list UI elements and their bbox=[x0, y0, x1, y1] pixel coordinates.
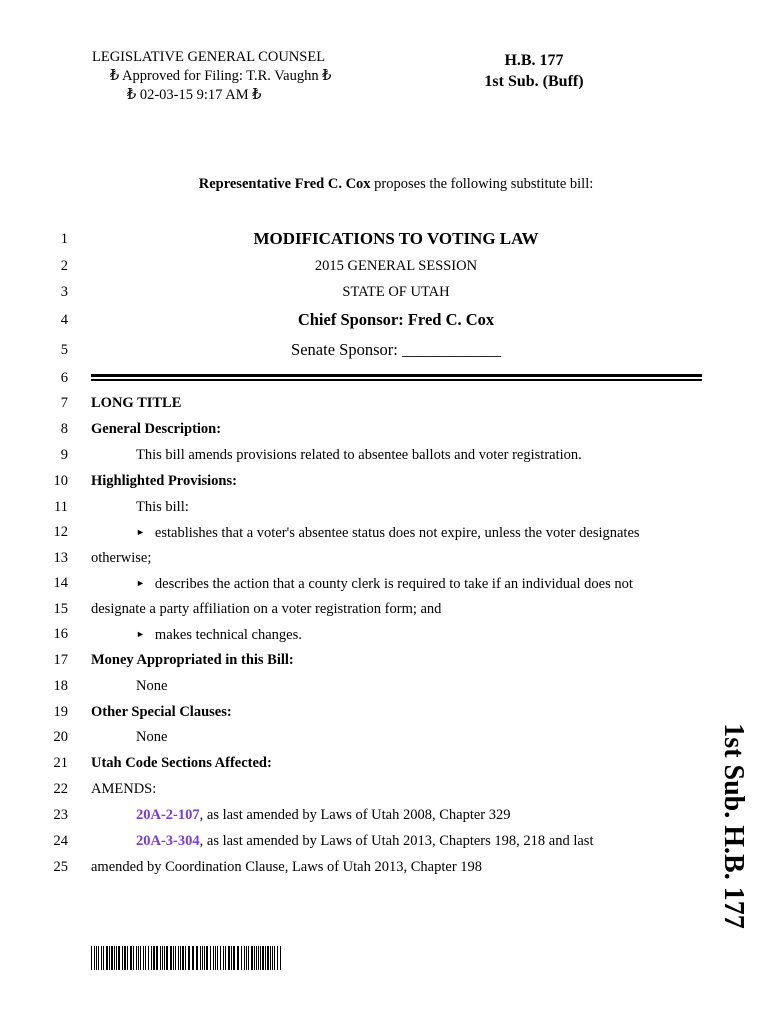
divider-thin bbox=[91, 379, 702, 381]
line-number: 3 bbox=[60, 284, 68, 300]
provision-text: establishes that a voter's absentee status does not expire, unless the voter designates bbox=[154, 525, 640, 541]
line-number: 25 bbox=[53, 859, 68, 875]
bill-line bbox=[0, 229, 770, 249]
bill-line bbox=[0, 779, 770, 799]
side-bill-label: 1st Sub. H.B. 177 bbox=[718, 723, 749, 929]
line-number: 12 bbox=[53, 524, 68, 540]
line-number: 8 bbox=[60, 421, 68, 437]
senate-sponsor: Senate Sponsor: ____________ bbox=[291, 340, 501, 359]
line-number: 24 bbox=[53, 833, 68, 849]
line-number: 20 bbox=[53, 729, 68, 745]
bill-line bbox=[0, 805, 770, 825]
code-section-text: amended by Coordination Clause, Laws of Utah 2013, Chapter 198 bbox=[91, 859, 483, 875]
description-text: This bill amends provisions related to absentee ballots and voter registration. bbox=[136, 447, 582, 463]
clauses-value: None bbox=[136, 729, 168, 745]
proposes-line bbox=[0, 176, 770, 193]
line-number: 14 bbox=[53, 575, 68, 591]
code-section-text: , as last amended by Laws of Utah 2013, Chapters 198, 218 and last bbox=[199, 833, 594, 849]
code-section-link[interactable]: 20A-3-304 bbox=[136, 833, 200, 849]
line-number: 17 bbox=[53, 652, 68, 668]
line-number: 4 bbox=[60, 312, 68, 328]
approval-timestamp: ₺ 02-03-15 9:17 AM ₺ bbox=[127, 87, 262, 103]
session-label: 2015 GENERAL SESSION bbox=[314, 258, 478, 274]
line-number: 7 bbox=[60, 395, 68, 411]
section-heading: Utah Code Sections Affected: bbox=[91, 755, 272, 771]
provision-item bbox=[136, 522, 640, 543]
code-section-text: , as last amended by Laws of Utah 2008, Chapter 329 bbox=[199, 807, 511, 823]
line-number: 19 bbox=[53, 704, 68, 720]
bill-line bbox=[0, 753, 770, 773]
line-number: 5 bbox=[60, 342, 68, 358]
proposing-representative: Representative Fred C. Cox bbox=[198, 176, 371, 192]
bill-line bbox=[0, 310, 770, 330]
bill-line bbox=[0, 624, 770, 644]
bill-line bbox=[0, 282, 770, 302]
bill-title: MODIFICATIONS TO VOTING LAW bbox=[253, 229, 539, 248]
section-heading: General Description: bbox=[91, 421, 222, 437]
line-number: 18 bbox=[53, 678, 68, 694]
bill-line bbox=[0, 368, 770, 388]
section-heading: LONG TITLE bbox=[91, 395, 182, 411]
header-left bbox=[92, 48, 331, 105]
approval-line: ₺ Approved for Filing: T.R. Vaughn ₺ bbox=[110, 68, 332, 84]
bill-line bbox=[0, 340, 770, 360]
code-section-link[interactable]: 20A-2-107 bbox=[136, 807, 200, 823]
line-number: 16 bbox=[53, 626, 68, 642]
code-section-entry bbox=[136, 805, 511, 825]
line-number: 22 bbox=[53, 781, 68, 797]
provision-item bbox=[136, 624, 302, 645]
divider-thick bbox=[91, 374, 702, 377]
line-number: 23 bbox=[53, 807, 68, 823]
money-value: None bbox=[136, 678, 168, 694]
section-heading: Highlighted Provisions: bbox=[91, 473, 237, 489]
line-number: 15 bbox=[53, 601, 68, 617]
bill-line bbox=[0, 676, 770, 696]
line-number: 2 bbox=[60, 258, 68, 274]
bill-line bbox=[0, 471, 770, 491]
provision-text: makes technical changes. bbox=[154, 627, 302, 643]
counsel-label: LEGISLATIVE GENERAL COUNSEL bbox=[92, 49, 326, 65]
line-number: 9 bbox=[60, 447, 68, 463]
header-right bbox=[478, 50, 590, 92]
provision-item bbox=[136, 573, 633, 594]
bill-line bbox=[0, 599, 770, 619]
provision-intro: This bill: bbox=[136, 499, 189, 515]
bill-line bbox=[0, 419, 770, 439]
bill-line bbox=[0, 522, 770, 542]
line-number: 21 bbox=[53, 755, 68, 771]
triangle-bullet-icon: ► bbox=[136, 629, 145, 639]
line-number: 10 bbox=[53, 473, 68, 489]
chief-sponsor: Chief Sponsor: Fred C. Cox bbox=[297, 310, 495, 329]
bill-line bbox=[0, 393, 770, 413]
bill-line bbox=[0, 702, 770, 722]
section-heading: Money Appropriated in this Bill: bbox=[91, 652, 294, 668]
bill-line bbox=[0, 650, 770, 670]
provision-text: designate a party affiliation on a voter registration form; and bbox=[91, 601, 442, 617]
barcode-icon bbox=[91, 946, 284, 970]
section-heading: Other Special Clauses: bbox=[91, 704, 232, 720]
state-label: STATE OF UTAH bbox=[342, 284, 450, 300]
amends-label: AMENDS: bbox=[91, 781, 157, 797]
bill-line bbox=[0, 857, 770, 877]
triangle-bullet-icon: ► bbox=[136, 527, 145, 537]
bill-line bbox=[0, 573, 770, 593]
bill-line bbox=[0, 548, 770, 568]
line-number: 6 bbox=[60, 370, 68, 386]
bill-line bbox=[0, 497, 770, 517]
provision-text: describes the action that a county clerk is required to take if an individual does not bbox=[154, 576, 633, 592]
bill-line bbox=[0, 831, 770, 851]
bill-line bbox=[0, 727, 770, 747]
bill-number: H.B. 177 bbox=[504, 52, 564, 69]
provision-text: otherwise; bbox=[91, 550, 152, 566]
line-number: 13 bbox=[53, 550, 68, 566]
line-number: 11 bbox=[54, 499, 68, 515]
proposes-text: proposes the following substitute bill: bbox=[370, 176, 594, 192]
bill-line bbox=[0, 445, 770, 465]
substitute-label: 1st Sub. (Buff) bbox=[484, 73, 584, 90]
line-number: 1 bbox=[60, 231, 68, 247]
bill-line bbox=[0, 256, 770, 276]
code-section-entry bbox=[136, 831, 593, 851]
triangle-bullet-icon: ► bbox=[136, 578, 145, 588]
